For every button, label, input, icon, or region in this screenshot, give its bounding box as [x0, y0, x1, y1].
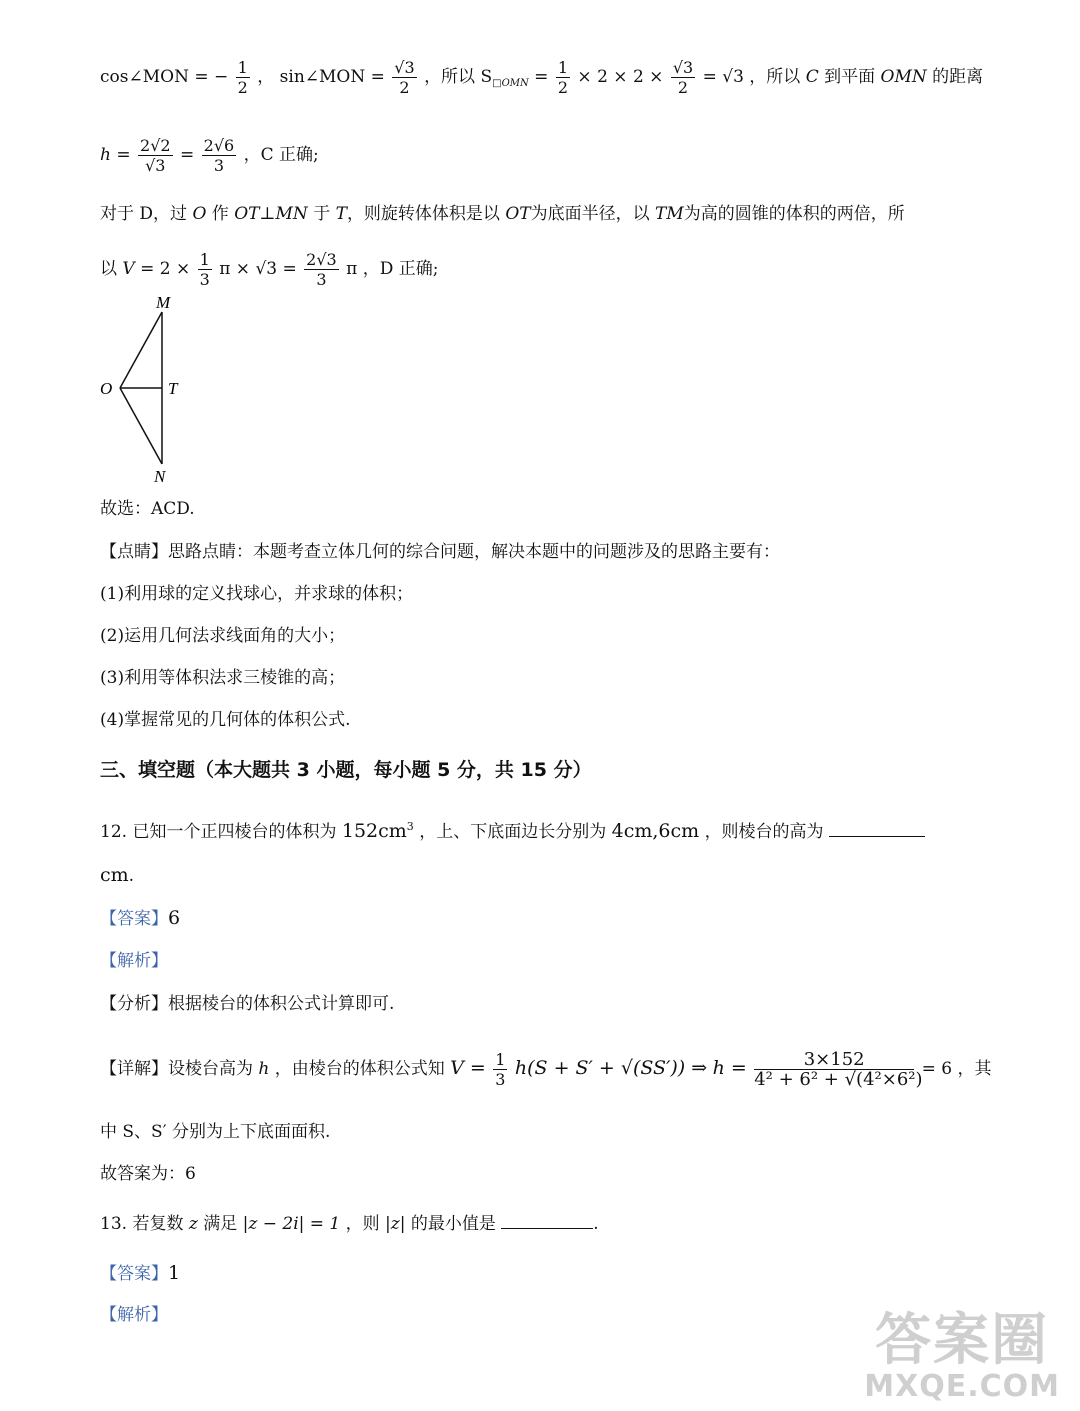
- q12-dot: .: [128, 866, 135, 886]
- point-c: C: [805, 67, 819, 87]
- fraction-1-3: [198, 250, 212, 289]
- fraction-2r6-3: [202, 136, 237, 175]
- result-expr: = √3 ，所以: [702, 67, 801, 87]
- frac-den: 2: [237, 78, 248, 97]
- text: = 2 ×: [140, 259, 191, 279]
- v-var: V =: [450, 1057, 486, 1079]
- text: 作: [211, 204, 229, 224]
- list-item: (2)运用几何法求线面角的大小；: [100, 626, 346, 646]
- xiangjie-line-2: 中 S、S′ 分别为上下底面面积.: [100, 1122, 331, 1142]
- q12-unit-line: [100, 863, 134, 888]
- text: π × √3 =: [219, 259, 297, 279]
- list-item: (1)利用球的定义找球心，并求球的体积；: [100, 584, 414, 604]
- q13-condition: |z − 2i| = 1: [242, 1214, 341, 1234]
- watermark-cn: 答案圈: [875, 1308, 1050, 1373]
- edge-on: [120, 388, 162, 464]
- line-h: [100, 136, 319, 175]
- q12-unit: cm: [100, 864, 129, 886]
- fenxi-head: 【分析】: [100, 994, 168, 1014]
- q13-dot: .: [593, 1214, 599, 1234]
- answer-blank: [829, 836, 925, 837]
- fraction-r3-2b: [671, 58, 695, 97]
- answer-12: [100, 906, 180, 931]
- triangle-figure: [90, 288, 190, 488]
- answer-value: 6: [168, 907, 181, 929]
- q13-text: ，则: [345, 1214, 380, 1234]
- frac-num: √3: [394, 58, 415, 77]
- q12-text: 12. 已知一个正四棱台的体积为: [100, 822, 337, 842]
- xj-result: = 6 ，其: [921, 1059, 992, 1079]
- fraction-height: [754, 1049, 923, 1090]
- cos-expr: cos∠MON = −: [100, 67, 229, 87]
- frac-num: √3: [672, 58, 694, 77]
- segment-ot: OT: [505, 204, 531, 224]
- xiangjie-line: [100, 1050, 991, 1089]
- analysis-label: 【解析】: [100, 951, 168, 971]
- frac-num: 1: [199, 250, 210, 269]
- plane-omn: OMN: [880, 67, 927, 87]
- v-label: V: [122, 259, 135, 279]
- distance-word: 的距离: [932, 67, 984, 87]
- frac-num: 2√2: [140, 136, 171, 155]
- watermark-url: MXQE.COM: [864, 1369, 1060, 1404]
- area-subscript: □OMN: [492, 78, 529, 89]
- h-label: h =: [100, 145, 131, 165]
- label-t: T: [168, 379, 178, 398]
- point-t: T: [335, 204, 347, 224]
- hint-line: [100, 540, 780, 564]
- frac-den: 2: [399, 78, 410, 97]
- text: 为底面半径，以: [530, 204, 650, 224]
- line-volume: [100, 250, 438, 289]
- hint-body: 思路点睛：本题考查立体几何的综合问题，解决本题中的问题涉及的思路主要有：: [168, 542, 780, 562]
- q12-volume: 152cm: [341, 820, 407, 842]
- frac-num: 2√3: [306, 250, 337, 269]
- frac-den: 3: [316, 270, 327, 289]
- frac-num: 1: [557, 58, 569, 77]
- section-heading: 三、填空题（本大题共 3 小题，每小题 5 分，共 15 分）: [100, 759, 592, 781]
- q13-text: 的最小值是: [410, 1214, 496, 1234]
- text: ，则旋转体体积是以: [346, 204, 500, 224]
- text: 于: [313, 204, 331, 224]
- fenxi-body: 根据棱台的体积公式计算即可.: [168, 994, 395, 1014]
- line-d-intro: [100, 202, 905, 226]
- label-n: N: [154, 467, 166, 486]
- fraction-r3-2: [392, 58, 416, 97]
- text: 以: [100, 259, 117, 279]
- q12-text: ，则棱台的高为: [704, 822, 824, 842]
- text: 对于 D，过: [100, 204, 188, 224]
- answer-blank: [501, 1228, 593, 1229]
- product-expr: × 2 × 2 ×: [577, 67, 664, 87]
- question-12: [100, 815, 925, 844]
- line-cos-sin: [100, 58, 983, 97]
- q13-text: 13. 若复数: [100, 1214, 184, 1234]
- xj-text: 设棱台高为: [168, 1059, 253, 1079]
- answer-value: 1: [168, 1262, 181, 1284]
- choice-line: 故选：ACD.: [100, 499, 195, 519]
- equals: =: [534, 67, 549, 87]
- fraction-2r3-3: [304, 250, 339, 289]
- question-13: [100, 1212, 599, 1236]
- q13-text: 满足: [203, 1214, 238, 1234]
- frac-den: 3: [495, 1070, 506, 1089]
- fenxi-line: [100, 992, 394, 1016]
- z-var: z: [188, 1214, 198, 1234]
- text: 为高的圆锥的体积的两倍，所: [683, 204, 905, 224]
- watermark: [864, 1308, 1060, 1404]
- xj-text: ，由棱台的体积公式知: [274, 1059, 445, 1079]
- frac-num: 1: [495, 1050, 506, 1069]
- frac-num: 2√6: [203, 136, 235, 155]
- segment-ot: OT: [234, 204, 260, 224]
- frac-num: 3×152: [754, 1050, 914, 1070]
- fraction-2r2-r3: [138, 136, 173, 175]
- to-plane: 到平面: [824, 67, 876, 87]
- frac-den: √3: [145, 156, 166, 175]
- q12-dims: 4cm,6cm: [611, 820, 700, 842]
- equals: =: [179, 145, 195, 165]
- h-var: h: [258, 1059, 270, 1079]
- q12-exp: 3: [406, 820, 414, 833]
- list-item: (3)利用等体积法求三棱锥的高；: [100, 668, 346, 688]
- frac-den: 4² + 6² + √(4²×6²): [754, 1069, 923, 1090]
- h-eq: h =: [712, 1057, 747, 1079]
- perp-symbol: ⊥: [259, 204, 276, 224]
- xj-head: 【详解】: [100, 1059, 168, 1079]
- final-answer-12: 故答案为：6: [100, 1164, 196, 1184]
- hint-head: 【点睛】: [100, 542, 168, 562]
- point-o: O: [192, 204, 207, 224]
- frac-den: 3: [213, 156, 225, 175]
- answer-13: [100, 1261, 180, 1286]
- frac-num: 1: [237, 58, 248, 77]
- answer-label: 【答案】: [100, 1264, 168, 1284]
- q12-text: ，上、下底面边长分别为: [419, 822, 607, 842]
- volume-formula: h(S + S′ + √(SS′)) ⇒: [514, 1057, 708, 1079]
- frac-den: 3: [199, 270, 210, 289]
- d-correct: π ，D 正确;: [346, 259, 439, 279]
- analysis-label: 【解析】: [100, 1305, 168, 1325]
- frac-den: 2: [557, 78, 569, 97]
- fraction-1-3: [493, 1050, 507, 1089]
- segment-mn: MN: [275, 204, 308, 224]
- sin-expr: ， sin∠MON =: [257, 67, 385, 87]
- segment-tm: TM: [655, 204, 684, 224]
- abs-z: |z|: [385, 1214, 406, 1234]
- fraction-1-2: [236, 58, 250, 97]
- label-m: M: [156, 293, 171, 312]
- so-area-label: ，所以 S: [424, 67, 493, 87]
- edge-om: [120, 312, 162, 388]
- frac-den: 2: [677, 78, 689, 97]
- answer-label: 【答案】: [100, 909, 168, 929]
- label-o: O: [100, 379, 113, 398]
- c-correct: ，C 正确;: [243, 145, 319, 165]
- fraction-1-2b: [556, 58, 570, 97]
- list-item: (4)掌握常见的几何体的体积公式.: [100, 710, 351, 730]
